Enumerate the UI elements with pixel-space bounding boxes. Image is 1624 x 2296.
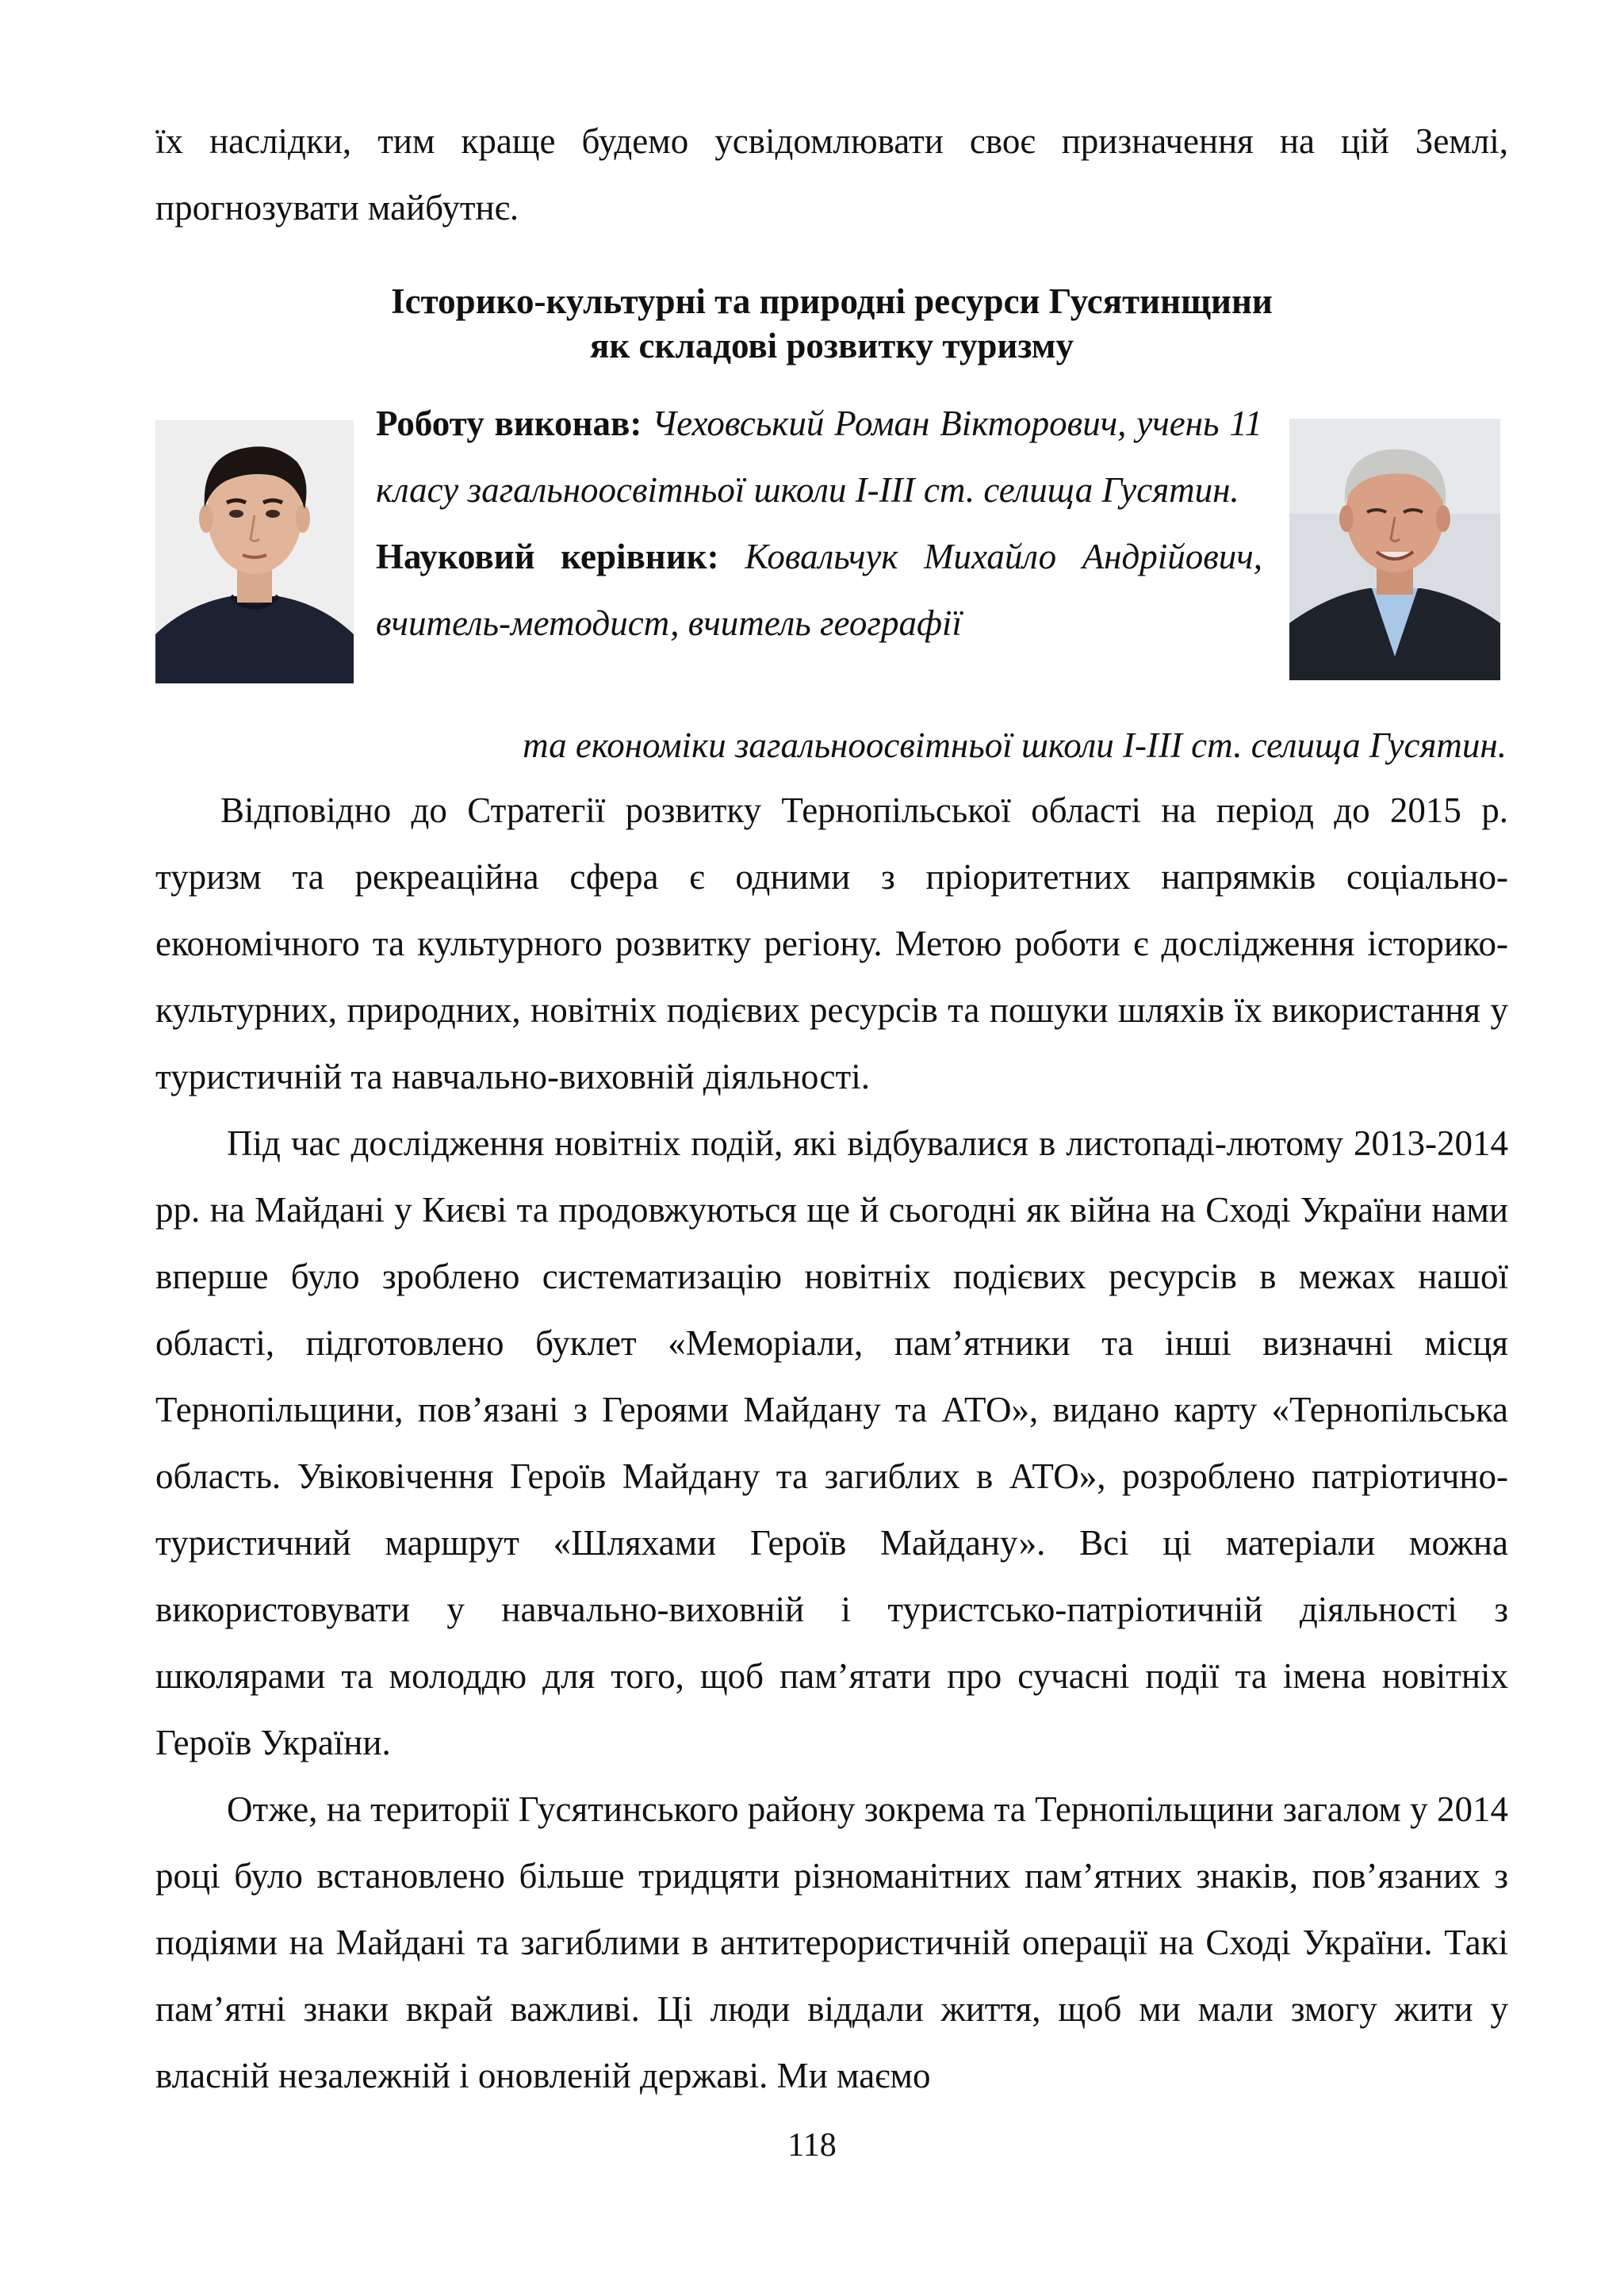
paragraph-2: Під час дослідження новітніх подій, які відбувалися в листопаді-лютому 2013-2014 рр. на Майдані у Києві та продовжуються ще й сьогодні як війна на Сході України нами вперше було зроблено систематизацію новітніх подієвих ресурсів в межах нашої області, підготовлено буклет «Меморіали, пам’ятники та інші визначні місця Тернопільщини, пов’язані з Героями Майдану та АТО», видано карту «Тернопільська область. Увіковічення Героїв Майдану та загиблих в АТО», розроблено патріотично-туристичний маршрут «Шляхами Героїв Майдану». Всі ці матеріали можна використовувати у навчально-виховній і туристсько-патріотичній діяльності з школярами та молоддю для того, щоб пам’ятати про сучасні події та імена новітніх Героїв України. [155, 1123, 1508, 1762]
supervisor-line [376, 523, 1262, 656]
paragraph-1: Відповідно до Стратегії розвитку Тернопільської області на період до 2015 р. туризм та рекреаційна сфера є одними з пріоритетних напрямків соціально-економічного та культурного розвитку регіону. Метою роботи є дослідження історико-культурних, природних, новітніх подієвих ресурсів та пошуки шляхів їх використання у туристичній та навчально-виховній діяльності. [155, 790, 1508, 1096]
body-text [155, 777, 1508, 2109]
paragraph-3: Отже, на території Гусятинського району зокрема та Тернопільщини загалом у 2014 році було встановлено більше тридцяти різноманітних пам’ятних знаків, пов’язаних з подіями на Майдані та загиблими в антитерористичній операції на Сході України. Такі пам’ятні знаки вкрай важливі. Ці люди віддали життя, щоб ми мали змогу жити у власній незалежній і оновленій державі. Ми маємо [155, 1789, 1508, 2095]
author-label: Роботу виконав: [376, 404, 642, 443]
authors-block [376, 390, 1262, 656]
page-number: 118 [787, 2127, 837, 2164]
supervisor-text-tail: та економіки загальноосвітньої школи І-ІІІ ст. селища Гусятин. [523, 725, 1507, 765]
supervisor-text: Ковальчук Михайло Андрійович, вчитель-методист, вчитель географії [376, 537, 1263, 643]
article-title-line-1: Історико-культурні та природні ресурси Гусятинщини [391, 281, 1273, 321]
intro-paragraph: їх наслідки, тим краще будемо усвідомлювати своє призначення на цій Землі, прогнозувати майбутнє. [155, 121, 1508, 228]
article-title [155, 279, 1508, 368]
author-line [376, 390, 1262, 523]
supervisor-label: Науковий керівник: [376, 537, 719, 576]
student-photo [155, 420, 354, 683]
author-text: Чеховський Роман Вікторович, учень 11 класу загальноосвітньої школи І-ІІІ ст. селища Гусятин. [376, 404, 1262, 510]
supervisor-photo [1289, 419, 1500, 680]
article-title-line-2: як складові розвитку туризму [590, 326, 1074, 365]
